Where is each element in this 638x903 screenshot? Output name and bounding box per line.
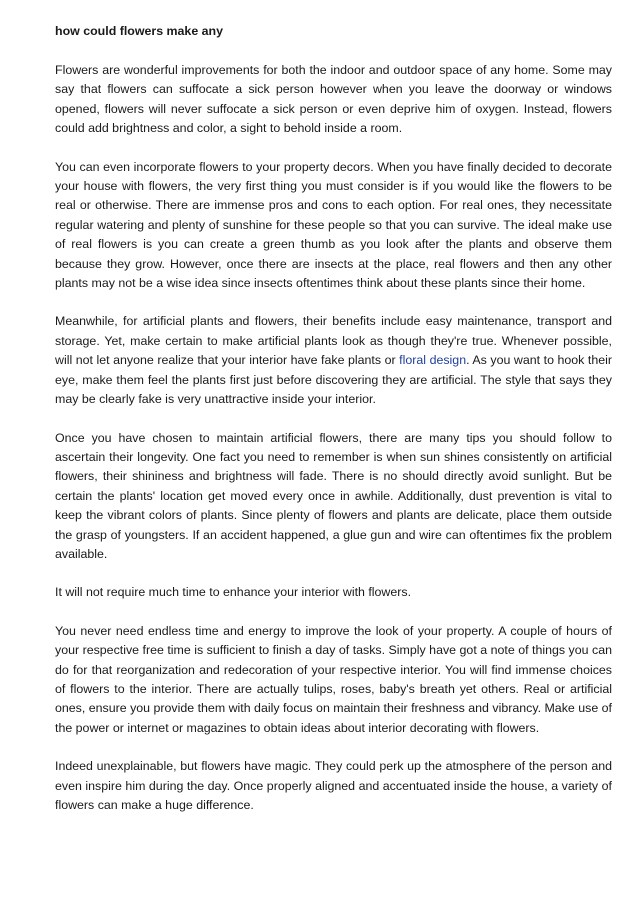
document-title: how could flowers make any (55, 24, 224, 38)
paragraph-2: You can even incorporate flowers to your property decors. When you have finally decided to decorate your house with flowers, the very first thing you must consider is if you would like the flowers to be real or otherwise. There are immense pros and cons to each option. For real ones, they necessitate regular watering and plenty of sunshine for these people so that you can survive. The ideal make use of real flowers is you can create a green thumb as you look after the plants and observe them because they grow. However, once there are insects at the place, real flowers and then any other plants may not be a wise idea since insects oftentimes think about these plants since their home. (55, 159, 612, 291)
document-page (55, 22, 612, 834)
paragraph-6: You never need endless time and energy to improve the look of your property. A couple of hours of your respective free time is sufficient to finish a day of tasks. Simply have got a note of things you can do for that reorganization and redecoration of your respective interior. You will find immense choices of flowers to the interior. There are actually tulips, roses, baby's breath yet others. Real or artificial ones, ensure you provide them with daily focus on maintain their freshness and vibrancy. Make use of the power or internet or magazines to obtain ideas about interior decorating with flowers. (55, 623, 612, 735)
paragraph-7: Indeed unexplainable, but flowers have magic. They could perk up the atmosphere of the person and even inspire him during the day. Once properly aligned and accentuated inside the house, a variety of flowers can make a huge difference. (55, 759, 612, 812)
paragraph-5: It will not require much time to enhance your interior with flowers. (55, 585, 412, 600)
paragraph-3-text-after: . As you want to hook their eye, make them feel the plants first just before discovering they are artificial. The style that says they may be clearly fake is very unattractive inside your interior. (55, 353, 613, 407)
paragraph-3 (55, 312, 612, 409)
floral-design-link[interactable]: floral design (399, 353, 467, 368)
paragraph-3-text-before: Meanwhile, for artificial plants and flowers, their benefits include easy maintenance, transport and storage. Yet, make certain to make artificial plants look as though they're true. Whenever possible, will not let anyone realize that your interior have fake plants or (55, 314, 612, 368)
paragraph-4: Once you have chosen to maintain artificial flowers, there are many tips you should follow to ascertain their longevity. One fact you need to remember is when sun shines consistently on artificial flowers, their shininess and brightness will fade. There is no should directly avoid sunlight. But be certain the plants' location get moved every once in awhile. Additionally, dust prevention is vital to keep the vibrant colors of plants. Since plenty of flowers and plants are delicate, place them outside the grasp of youngsters. If an accident happened, a glue gun and wire can oftentimes fix the problem available. (55, 430, 612, 561)
paragraph-1: Flowers are wonderful improvements for both the indoor and outdoor space of any home. Some may say that flowers can suffocate a sick person however when you leave the doorway or windows opened, flowers will never suffocate a sick person or even deprive him of oxygen. Instead, flowers could add brightness and color, a sight to behold inside a room. (55, 63, 612, 136)
